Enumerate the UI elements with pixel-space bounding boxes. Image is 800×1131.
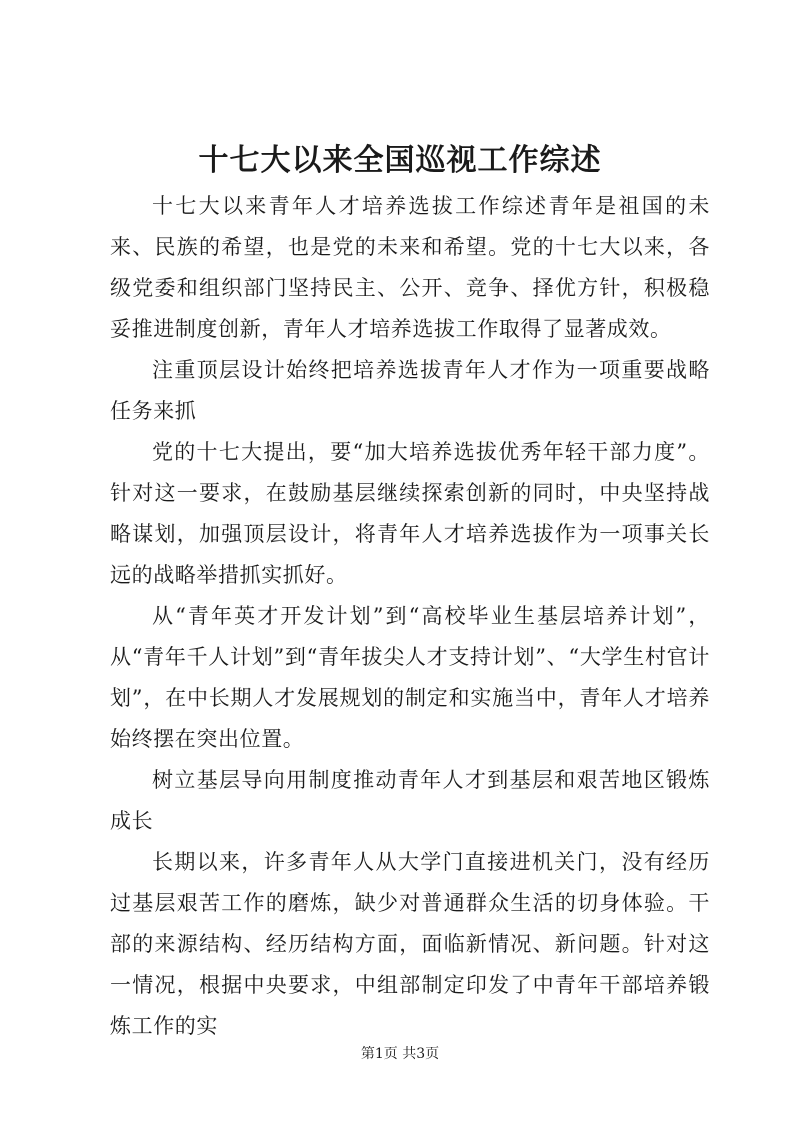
document-body [110, 186, 710, 1047]
page-footer: 第1页 共3页 [360, 1046, 440, 1062]
section-heading: 树立基层导向用制度推动青年人才到基层和艰苦地区锻炼成长 [110, 768, 710, 833]
section-heading: 注重顶层设计始终把培养选拔青年人才作为一项重要战略任务来抓 [110, 358, 710, 423]
paragraph: 十七大以来青年人才培养选拔工作综述青年是祖国的未来、民族的希望，也是党的未来和希望。党的十七大以来，各级党委和组织部门坚持民主、公开、竞争、择优方针，积极稳妥推进制度创新，青年人才培养选拔工作取得了显著成效。 [110, 194, 710, 341]
paragraph: 从“青年英才开发计划”到“高校毕业生基层培养计划”，从“青年千人计划”到“青年拔尖人才支持计划”、“大学生村官计划”，在中长期人才发展规划的制定和实施当中，青年人才培养始终摆在突出位置。 [110, 604, 710, 751]
paragraph: 党的十七大提出，要“加大培养选拔优秀年轻干部力度”。针对这一要求，在鼓励基层继续探索创新的同时，中央坚持战略谋划，加强顶层设计，将青年人才培养选拔作为一项事关长远的战略举措抓实抓好。 [110, 440, 710, 587]
paragraph: 长期以来，许多青年人从大学门直接进机关门，没有经历过基层艰苦工作的磨炼，缺少对普通群众生活的切身体验。干部的来源结构、经历结构方面，面临新情况、新问题。针对这一情况，根据中央要求，中组部制定印发了中青年干部培养锻炼工作的实 [110, 850, 710, 1038]
document-title: 十七大以来全国巡视工作综述 [198, 143, 602, 178]
